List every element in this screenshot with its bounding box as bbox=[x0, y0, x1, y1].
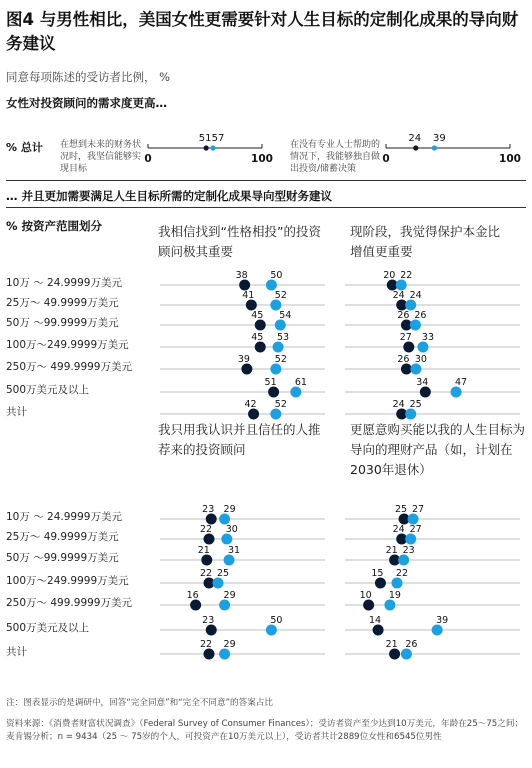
category-label: 25万～ 49.9999万美元 bbox=[6, 531, 119, 543]
data-label-women: 57 bbox=[211, 133, 225, 144]
data-label-men: 25 bbox=[395, 504, 408, 515]
point-women bbox=[290, 387, 301, 398]
tick-label: 0 bbox=[144, 153, 152, 165]
data-label-women: 30 bbox=[225, 524, 238, 535]
data-label-men: 21 bbox=[197, 545, 210, 556]
point-men bbox=[201, 555, 212, 566]
data-label-men: 10 bbox=[359, 590, 372, 601]
data-label-women: 22 bbox=[400, 270, 413, 281]
data-label-women: 29 bbox=[223, 590, 236, 601]
category-label: 100万～249.9999万美元 bbox=[6, 575, 129, 587]
data-label-women: 52 bbox=[274, 399, 287, 410]
data-label-men: 21 bbox=[385, 545, 398, 556]
data-label-women: 50 bbox=[270, 270, 283, 281]
point-women bbox=[391, 578, 402, 589]
data-label-men: 45 bbox=[251, 310, 264, 321]
point-men bbox=[246, 300, 257, 311]
point-men bbox=[255, 320, 266, 331]
point-women bbox=[405, 409, 416, 420]
category-label: 500万美元及以上 bbox=[6, 622, 90, 634]
data-label-women: 53 bbox=[277, 332, 290, 343]
category-label: 10万 ～ 24.9999万美元 bbox=[6, 277, 122, 289]
data-label-men: 22 bbox=[199, 568, 213, 579]
data-label-men: 20 bbox=[383, 270, 396, 281]
total-label: % 总计 bbox=[6, 141, 43, 154]
point-men bbox=[268, 387, 279, 398]
point-men bbox=[255, 342, 266, 353]
page-title: 图4 与男性相比，美国女性更需要针对人生目标的定制化成果的导向财务建议 bbox=[6, 10, 519, 53]
point-women bbox=[213, 578, 224, 589]
category-label: 共计 bbox=[6, 646, 27, 658]
point-women bbox=[405, 534, 416, 545]
data-label-women: 23 bbox=[402, 545, 415, 556]
data-label-men: 16 bbox=[186, 590, 199, 601]
data-label-women: 50 bbox=[270, 615, 283, 626]
data-label-men: 26 bbox=[397, 354, 410, 365]
point-women bbox=[417, 342, 428, 353]
point-men bbox=[373, 625, 384, 636]
point-men bbox=[206, 514, 217, 525]
point-women bbox=[219, 649, 230, 660]
data-label-women: 39 bbox=[436, 615, 449, 626]
data-label-women: 25 bbox=[216, 568, 230, 579]
data-label-women: 30 bbox=[414, 354, 427, 365]
tick-label: 0 bbox=[382, 153, 390, 165]
data-label-men: 14 bbox=[369, 615, 382, 626]
category-label: 250万～ 499.9999万美元 bbox=[6, 361, 132, 373]
data-label-men: 41 bbox=[242, 290, 255, 301]
data-label-women: 29 bbox=[223, 504, 236, 515]
section2-heading: … 并且更加需要满足人生目标所需的定制化成果导向型财务建议 bbox=[6, 189, 333, 203]
data-label-women: 25 bbox=[409, 399, 422, 410]
data-label-women: 26 bbox=[414, 310, 427, 321]
category-label: 500万美元及以上 bbox=[6, 384, 90, 396]
chart-4-title: 现阶段，我觉得保护本金比增值更重要 bbox=[350, 224, 501, 259]
point-women bbox=[270, 409, 281, 420]
data-label-women: 54 bbox=[279, 310, 292, 321]
data-label-men: 45 bbox=[251, 332, 264, 343]
data-label-women: 29 bbox=[223, 639, 236, 650]
point-women bbox=[401, 649, 412, 660]
section1-heading: 女性对投资顾问的需求度更高… bbox=[6, 96, 167, 110]
subtitle: 同意每项陈述的受访者比例， % bbox=[6, 70, 171, 84]
chart-5-title: 我只用我认识并且信任的人推荐来的投资顾问 bbox=[158, 422, 321, 457]
point-men bbox=[363, 600, 374, 611]
data-label-men: 24 bbox=[408, 133, 422, 144]
point-women bbox=[410, 320, 421, 331]
data-label-men: 34 bbox=[416, 377, 429, 388]
data-label-men: 23 bbox=[202, 504, 215, 515]
data-label-women: 26 bbox=[405, 639, 418, 650]
data-label-women: 52 bbox=[274, 354, 287, 365]
point-women bbox=[224, 555, 235, 566]
point-women bbox=[398, 555, 409, 566]
data-label-women: 47 bbox=[454, 377, 468, 388]
point-women bbox=[410, 364, 421, 375]
point-women bbox=[266, 280, 277, 291]
category-label: 250万～ 499.9999万美元 bbox=[6, 597, 132, 609]
data-label-men: 15 bbox=[371, 568, 384, 579]
point-men bbox=[206, 625, 217, 636]
tick-label: 100 bbox=[251, 153, 273, 165]
data-label-women: 61 bbox=[294, 377, 307, 388]
data-label-men: 21 bbox=[385, 639, 398, 650]
point-men bbox=[389, 649, 400, 660]
chart-3-title: 我相信找到“性格相投”的投资顾问极其重要 bbox=[158, 224, 321, 259]
point-men bbox=[420, 387, 431, 398]
point-men bbox=[239, 280, 250, 291]
data-label-women: 27 bbox=[412, 504, 425, 515]
footnote: 注：图表显示的是调研中，回答“完全同意”和“完全不同意”的答案占比 bbox=[6, 698, 274, 708]
data-label-women: 27 bbox=[409, 524, 422, 535]
data-label-men: 42 bbox=[244, 399, 257, 410]
point-women bbox=[266, 625, 277, 636]
data-label-men: 23 bbox=[202, 615, 215, 626]
tick-label: 100 bbox=[499, 153, 521, 165]
total-chart-1-title: 在想到未来的财务状况时，我坚信能够实现目标 bbox=[60, 140, 142, 174]
point-women bbox=[275, 320, 286, 331]
data-label-women: 33 bbox=[421, 332, 435, 343]
point-women bbox=[270, 300, 281, 311]
data-label-women: 19 bbox=[388, 590, 401, 601]
data-label-women: 31 bbox=[228, 545, 241, 556]
category-label: 共计 bbox=[6, 406, 27, 418]
data-label-men: 51 bbox=[198, 133, 212, 144]
point-men bbox=[403, 342, 414, 353]
asset-range-label: % 按资产范围划分 bbox=[6, 219, 103, 233]
category-label: 10万 ～ 24.9999万美元 bbox=[6, 511, 122, 523]
data-label-men: 24 bbox=[392, 524, 405, 535]
point-women bbox=[432, 625, 443, 636]
point-women bbox=[405, 300, 416, 311]
source-note: 资料来源：《消费者财富状况调查》（Federal Survey of Consumer Finances）；受访者资产至少达到10万美元，年龄在25～75之间；麦肯锡分析；n = 9434（25 ～ 75岁的个人，可投资产在10万美元以上），受访者共计2889位女性和6545位男性 bbox=[6, 719, 524, 742]
data-label-men: 22 bbox=[199, 524, 213, 535]
data-label-women: 39 bbox=[432, 133, 446, 144]
point-men bbox=[204, 649, 215, 660]
point-men bbox=[401, 364, 412, 375]
data-label-men: 24 bbox=[392, 399, 405, 410]
category-label: 25万～ 49.9999万美元 bbox=[6, 297, 119, 309]
point-women bbox=[408, 514, 419, 525]
chart-6-title: 更愿意购买能以我的人生目标为导向的理财产品（如，计划在2030年退休） bbox=[350, 422, 526, 477]
data-label-men: 39 bbox=[237, 354, 250, 365]
data-label-men: 26 bbox=[397, 310, 410, 321]
data-label-men: 27 bbox=[399, 332, 412, 343]
data-label-men: 38 bbox=[235, 270, 248, 281]
point-women bbox=[384, 600, 395, 611]
total-chart-2-title: 在没有专业人士帮助的情况下，我能够独自做出投资/储蓄决策 bbox=[290, 140, 381, 174]
point-women bbox=[219, 600, 230, 611]
data-label-men: 22 bbox=[199, 639, 213, 650]
category-label: 100万～249.9999万美元 bbox=[6, 339, 129, 351]
category-label: 50万 ～99.9999万美元 bbox=[6, 317, 119, 329]
point-men bbox=[375, 578, 386, 589]
point-women bbox=[451, 387, 462, 398]
point-women bbox=[270, 364, 281, 375]
point-women bbox=[273, 342, 284, 353]
data-label-men: 51 bbox=[264, 377, 277, 388]
data-label-women: 52 bbox=[274, 290, 287, 301]
data-label-men: 24 bbox=[392, 290, 405, 301]
data-label-women: 22 bbox=[395, 568, 409, 579]
category-label: 50万 ～99.9999万美元 bbox=[6, 552, 119, 564]
point-men bbox=[248, 409, 259, 420]
data-label-women: 24 bbox=[409, 290, 422, 301]
point-women bbox=[219, 514, 230, 525]
point-men bbox=[241, 364, 252, 375]
point-men bbox=[190, 600, 201, 611]
point-women bbox=[221, 534, 232, 545]
point-women bbox=[396, 280, 407, 291]
point-men bbox=[204, 534, 215, 545]
